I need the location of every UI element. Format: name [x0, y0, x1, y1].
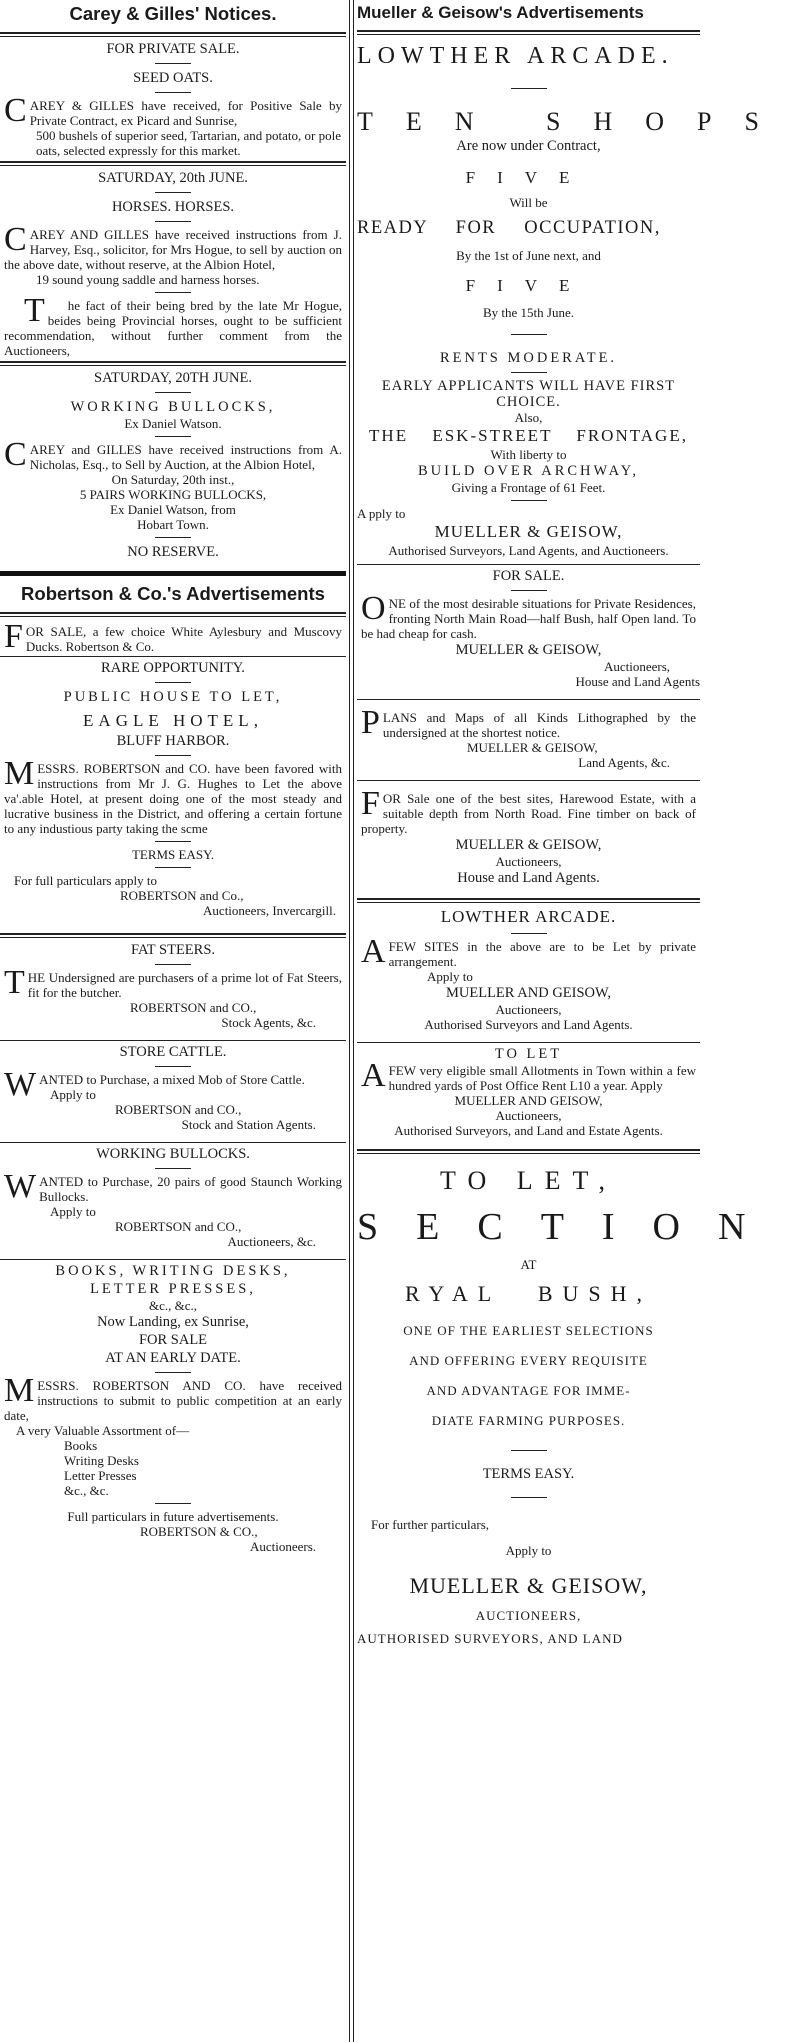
- ad-body: MESSRS. ROBERTSON AND CO. have received instructions to submit to public competition at an early date,: [4, 1372, 342, 1423]
- ad-signature-2: Land Agents, &c.: [578, 755, 670, 770]
- hotel-name: EAGLE HOTEL,: [83, 711, 263, 730]
- divider: [0, 161, 346, 166]
- ad-working-bullocks-wanted: [0, 1145, 346, 1249]
- ad-line: Will be: [509, 195, 548, 210]
- robertson-header: Robertson & Co.'s Advertisements: [21, 583, 325, 604]
- ad-line: ONE OF THE EARLIEST SELECTIONS: [403, 1323, 654, 1338]
- ad-signature: MUELLER & GEISOW,: [455, 642, 602, 658]
- ad-signature-3: Authorised Surveyors and Land Agents.: [424, 1017, 633, 1032]
- ad-signature: ROBERTSON and CO.,: [115, 1102, 242, 1117]
- ad-signature: ROBERTSON and Co.,: [120, 888, 244, 903]
- ad-store-cattle: [0, 1043, 346, 1132]
- ad-seed-oats: [0, 40, 346, 158]
- ad-item: 19 sound young saddle and harness horses.: [36, 272, 260, 287]
- ad-line: FIVE: [465, 276, 592, 295]
- ad-line: AT AN EARLY DATE.: [105, 1350, 241, 1366]
- ad-body: AFEW SITES in the above are to be Let by private arrangement.: [361, 933, 696, 970]
- ad-signature-3: House and Land Agents: [575, 674, 700, 689]
- ad-line: Giving a Frontage of 61 Feet.: [451, 480, 606, 495]
- ad-line: Hobart Town.: [137, 517, 209, 532]
- divider: [0, 361, 346, 366]
- ad-line: 5 PAIRS WORKING BULLOCKS,: [79, 487, 267, 502]
- ad-line: BOOKS, WRITING DESKS,: [55, 1263, 291, 1279]
- list-intro: A very Valuable Assortment of—: [16, 1423, 190, 1438]
- ad-body: CAREY & GILLES have received, for Positive Sale by Private Contract, ex Picard and Sunrise,: [4, 92, 342, 129]
- ad-heading: STORE CATTLE.: [119, 1044, 227, 1060]
- list-item: &c., &c.: [64, 1483, 109, 1498]
- ad-signature-2: Authorised Surveyors, Land Agents, and Auctioneers.: [388, 543, 669, 558]
- ad-heading: LOWTHER ARCADE.: [440, 907, 617, 926]
- ad-date: SATURDAY, 20TH JUNE.: [94, 370, 252, 386]
- ad-heading: TO LET: [494, 1046, 563, 1062]
- right-column: [357, 0, 792, 2042]
- ad-subheading: SEED OATS.: [133, 70, 213, 86]
- ad-signature: MUELLER & GEISOW,: [434, 522, 623, 541]
- ad-fat-steers: [0, 941, 346, 1030]
- ad-eagle-hotel: [0, 659, 346, 918]
- ad-body: WANTED to Purchase, 20 pairs of good Staunch Working Bullocks.: [4, 1168, 342, 1205]
- mueller-geisow-header: Mueller & Geisow's Advertisements: [357, 3, 644, 22]
- ad-signature-2: Stock Agents, &c.: [221, 1015, 316, 1030]
- header-rule: [357, 30, 700, 35]
- ad-apply: For full particulars apply to: [14, 873, 157, 888]
- ad-line: EARLY APPLICANTS WILL HAVE FIRST CHOICE.: [381, 378, 676, 410]
- ad-body: PLANS and Maps of all Kinds Lithographed by the undersigned at the shortest notice.: [361, 704, 696, 741]
- ad-signature-2: Auctioneers.: [249, 1539, 316, 1554]
- section-heading: SECTION: [357, 1206, 784, 1248]
- ad-subheading: PUBLIC HOUSE TO LET,: [63, 689, 283, 705]
- ad-working-bullocks: [0, 369, 346, 561]
- ad-line: Now Landing, ex Sunrise,: [97, 1314, 249, 1330]
- ad-harewood: [357, 783, 700, 887]
- ad-line: AND OFFERING EVERY REQUISITE: [409, 1353, 648, 1368]
- ad-date: SATURDAY, 20th JUNE.: [98, 170, 248, 186]
- ad-ryal-bush-section: [357, 1157, 784, 1646]
- ad-signature: ROBERTSON & CO.,: [140, 1524, 258, 1539]
- ad-signature-2: Auctioneers,: [603, 659, 670, 674]
- ad-signature-2: Auctioneers, Invercargill.: [203, 903, 336, 918]
- ad-lowther-sites: [357, 906, 700, 1032]
- ad-body: FOR Sale one of the best sites, Harewood Estate, with a suitable depth from North Road. Fine timber on back of property.: [361, 785, 696, 836]
- ad-footer: NO RESERVE.: [127, 544, 219, 560]
- ad-item: 500 bushels of superior seed, Tartarian, and potato, or pole oats, selected expressly for this market.: [36, 128, 341, 158]
- ad-heading: FOR SALE.: [492, 568, 565, 584]
- ad-line: AT: [520, 1257, 537, 1272]
- list-item: Writing Desks: [64, 1453, 139, 1468]
- ad-body: MESSRS. ROBERTSON and CO. have been favored with instructions from Mr J. G. Hughes to Let the above va'.able Hotel, at present doing one of the most steady and lucrative business in the District, and offering a certain fortune to any industious party taking the scme: [4, 755, 342, 836]
- ad-for-sale-residences: [357, 567, 700, 689]
- ad-line: TO LET,: [440, 1166, 617, 1195]
- ad-apply: Apply to: [50, 1204, 96, 1219]
- ad-body: THE Undersigned are purchasers of a prime lot of Fat Steers, fit for the butcher.: [4, 964, 342, 1001]
- ad-line: THE ESK-STREET FRONTAGE,: [369, 426, 688, 445]
- ad-line: RENTS MODERATE.: [439, 350, 618, 366]
- ad-line: Also,: [514, 410, 543, 425]
- ad-line: &c., &c.,: [148, 1298, 197, 1313]
- ad-body: ONE of the most desirable situations for Private Residences, fronting North Main Road—half Bush, half Open land. To be had cheap for cash.: [361, 590, 696, 641]
- ad-signature-2: AUCTIONEERS,: [475, 1608, 582, 1623]
- carey-gilles-header: Carey & Gilles' Notices.: [69, 3, 277, 24]
- ad-signature-2: Auctioneers,: [495, 1108, 562, 1123]
- ad-line: DIATE FARMING PURPOSES.: [431, 1413, 626, 1428]
- ad-terms: TERMS EASY.: [131, 847, 215, 862]
- ad-signature-3: AUTHORISED SURVEYORS, AND LAND: [357, 1631, 623, 1646]
- list-item: Letter Presses: [64, 1468, 137, 1483]
- ad-line: Ex Daniel Watson, from: [110, 502, 236, 517]
- ad-line: READY FOR OCCUPATION,: [357, 218, 661, 238]
- ad-heading: RARE OPPORTUNITY.: [101, 660, 245, 676]
- ad-body-2: The fact of their being bred by the late Mr Hogue, beides being Provincial horses, ought to be sufficient recommendation, without further comment from the Auctioneers,: [4, 292, 342, 358]
- ad-line: By the 15th June.: [483, 305, 574, 320]
- ad-line: FOR SALE: [138, 1332, 208, 1348]
- ad-footer: Full particulars in future advertisements.: [67, 1509, 279, 1524]
- ad-body: FOR SALE, a few choice White Aylesbury and Muscovy Ducks. Robertson & Co.: [4, 618, 342, 655]
- ad-signature-2: Auctioneers,: [495, 1002, 562, 1017]
- ad-signature: MUELLER & GEISOW,: [467, 740, 598, 755]
- ad-signature: MUELLER & GEISOW,: [409, 1573, 648, 1598]
- ad-heading: WORKING BULLOCKS.: [96, 1146, 250, 1162]
- section-rule: [0, 571, 346, 576]
- ad-lowther-arcade: [357, 38, 792, 558]
- ad-signature-3: House and Land Agents.: [457, 870, 600, 886]
- ad-signature-2: Auctioneers, &c.: [227, 1234, 316, 1249]
- ad-subheading-2: Ex Daniel Watson.: [124, 416, 222, 431]
- ad-body: WANTED to Purchase, a mixed Mob of Store Cattle.: [4, 1066, 305, 1103]
- ad-line: By the 1st of June next, and: [456, 248, 601, 263]
- ad-line: LETTER PRESSES,: [90, 1281, 256, 1297]
- ad-further: For further particulars,: [371, 1517, 490, 1532]
- list-item: Books: [64, 1438, 98, 1453]
- header-rule: [0, 32, 346, 37]
- ad-line: FIVE: [465, 168, 592, 187]
- ad-heading: FAT STEERS.: [130, 942, 216, 958]
- ad-line: With liberty to: [490, 447, 567, 462]
- ad-signature: ROBERTSON and CO.,: [115, 1219, 242, 1234]
- ad-books: [0, 1262, 346, 1554]
- ad-line: AND ADVANTAGE FOR IMME-: [426, 1383, 631, 1398]
- ad-line: On Saturday, 20th inst.,: [111, 472, 235, 487]
- ad-line: RYAL BUSH,: [404, 1281, 653, 1306]
- ad-plans-maps: [357, 702, 700, 770]
- ad-body: AFEW very eligible small Allotments in Town within a few hundred yards of Post Office Rent L10 a year. Apply: [361, 1057, 696, 1094]
- hotel-place: BLUFF HARBOR.: [116, 733, 230, 749]
- ad-body: CAREY AND GILLES have received instructions from J. Harvey, Esq., solicitor, for Mrs Hogue, to sell by auction on the above date, without reserve, at the Albion Hotel,: [4, 221, 342, 272]
- ad-apply: Apply to: [427, 969, 473, 984]
- ad-signature: ROBERTSON and CO.,: [130, 1000, 257, 1015]
- ad-line: BUILD OVER ARCHWAY,: [418, 463, 639, 479]
- ad-line: Are now under Contract,: [456, 138, 601, 154]
- ad-signature: MUELLER AND GEISOW,: [454, 1093, 603, 1108]
- ad-signature: MUELLER & GEISOW,: [455, 837, 602, 853]
- left-column: [0, 0, 346, 2042]
- ad-signature-2: Stock and Station Agents.: [181, 1117, 316, 1132]
- ad-signature-3: Authorised Surveyors, and Land and Estate Agents.: [394, 1123, 663, 1138]
- column-divider: [349, 0, 354, 2042]
- ten-shops: TEN SHOPS: [357, 107, 792, 136]
- ad-horses: [0, 169, 346, 358]
- header-rule: [0, 612, 346, 617]
- ad-apply: Apply to: [50, 1087, 96, 1102]
- ad-signature-2: Auctioneers,: [495, 854, 562, 869]
- ad-signature: MUELLER AND GEISOW,: [445, 985, 611, 1001]
- ad-subheading: WORKING BULLOCKS,: [70, 399, 276, 415]
- ad-ducks: [0, 620, 346, 654]
- ad-apply: Apply to: [505, 1543, 552, 1558]
- ad-heading: LOWTHER ARCADE.: [357, 43, 674, 69]
- ad-allotments: [357, 1045, 700, 1138]
- ad-subheading: HORSES. HORSES.: [111, 199, 235, 215]
- ad-heading: FOR PRIVATE SALE.: [106, 41, 240, 57]
- ad-body: CAREY and GILLES have received instructions from A. Nicholas, Esq., to Sell by Auction, at the Albion Hotel,: [4, 436, 342, 473]
- ad-terms: TERMS EASY.: [482, 1466, 575, 1482]
- ad-apply: A pply to: [357, 506, 406, 521]
